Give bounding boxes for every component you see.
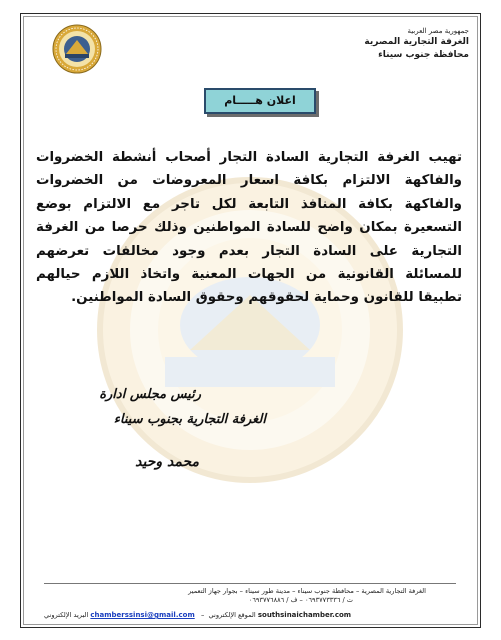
footer-address: الغرفة التجارية المصرية – محافظة جنوب سيناء – مدينة طور سيناء – بجوار جهاز التعمير [188, 587, 426, 595]
footer-contacts: southsinaichamber.com الموقع الإلكتروني – chamberssinsi@gmail.com البريد الإلكتروني [44, 611, 352, 619]
footer-divider [44, 583, 456, 584]
organization-header [364, 27, 469, 62]
country-line: جمهورية مصر العربية [407, 27, 469, 35]
chamber-logo [52, 24, 102, 74]
chamber-name: الغرفة التجارية المصرية [364, 37, 469, 47]
signatory-title: رئيس مجلس ادارة [99, 387, 201, 402]
announcement-title-box [204, 88, 316, 114]
governorate-name: محافظة جنوب سيناء [378, 50, 469, 60]
email-label: البريد الإلكتروني [44, 611, 89, 619]
footer-phones: ت / ٠٦٩٣٧٧٣٣٣٦ – ف / ٠٦٩٣٧٧٦٨٨٦ [248, 596, 353, 604]
email-link[interactable]: chamberssinsi@gmail.com [90, 611, 195, 619]
signatory-name: محمد وحيد [135, 454, 199, 470]
website-label: الموقع الإلكتروني [208, 611, 256, 619]
website-link[interactable]: southsinaichamber.com [257, 611, 352, 619]
announcement-title: اعلان هـــــام [224, 94, 296, 107]
announcement-body: تهيب الغرفة التجارية السادة التجار أصحاب أنشطة الخضروات والفاكهة الالتزام بكافة اسعار المعروضات من الخضروات والفاكهة بكافة المنافذ التابعة لكل تاجر مع الالتزام بوضع التسعيرة بمكان واضح للسادة المواطنين وذلك حرصا من الغرفة التجارية على السادة التجار بعدم وجود مخالفات تعرضهم للمسائلة القانونية من الجهات المعنية واتخاذ اللازم حيالهم تطبيقا للقانون وحماية لحقوقهم وحقوق السادة المواطنين. [36, 150, 462, 306]
signatory-entity: الغرفة التجارية بجنوب سيناء [113, 412, 266, 427]
